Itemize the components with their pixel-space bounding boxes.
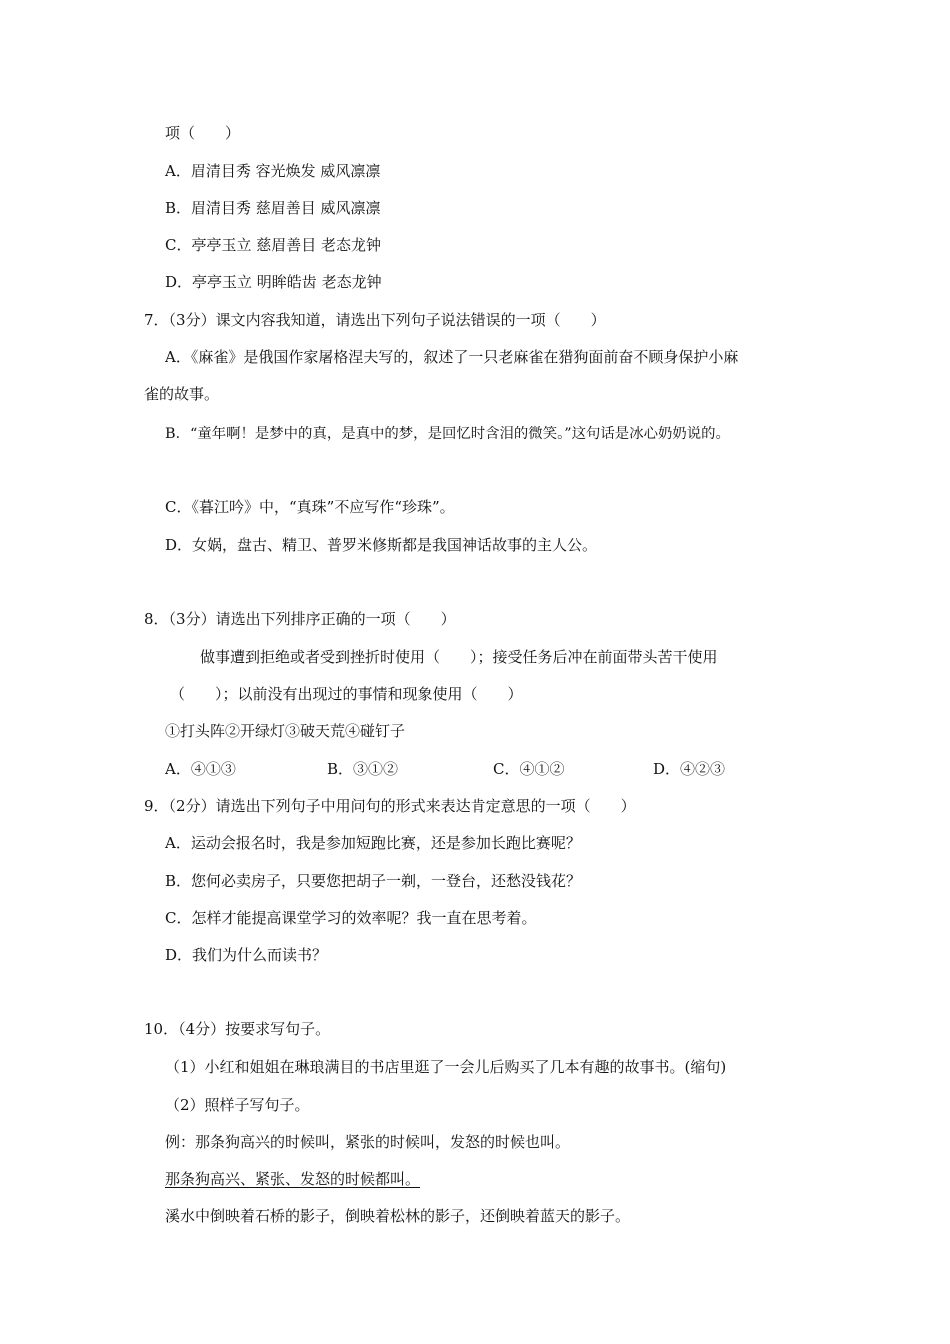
q8-option-c: C．④①② xyxy=(493,760,565,778)
q10-stem: 10．（4分）按要求写句子。 xyxy=(144,1020,331,1038)
q8-body-line2: （ ）；以前没有出现过的事情和现象使用（ ） xyxy=(170,685,523,703)
q7-option-d: D．女娲，盘古、精卫、普罗米修斯都是我国神话故事的主人公。 xyxy=(165,536,598,554)
q9-option-c: C．怎样才能提高课堂学习的效率呢？我一直在思考着。 xyxy=(165,909,537,927)
q7-option-b: B．“童年啊！是梦中的真，是真中的梦，是回忆时含泪的微笑。”这句话是冰心奶奶说的。 xyxy=(165,426,730,442)
q10-sub2: （2）照样子写句子。 xyxy=(165,1096,310,1114)
q10-example: 例：那条狗高兴的时候叫，紧张的时候叫，发怒的时候也叫。 xyxy=(165,1133,571,1151)
q7-option-c: C．《暮江吟》中，“真珠”不应写作“珍珠”。 xyxy=(165,498,455,516)
q10-task-sentence: 溪水中倒映着石桥的影子，倒映着松林的影子，还倒映着蓝天的影子。 xyxy=(165,1207,631,1225)
q9-option-a: A．运动会报名时，我是参加短跑比赛，还是参加长跑比赛呢？ xyxy=(165,834,581,852)
q10-example-answer: 那条狗高兴、紧张、发怒的时候都叫。 xyxy=(165,1170,421,1188)
q8-choices: ①打头阵②开绿灯③破天荒④碰钉子 xyxy=(165,722,406,740)
q8-body-line1: 做事遭到拒绝或者受到挫折时使用（ ）；接受任务后冲在前面带头苦干使用 xyxy=(200,648,718,666)
q7-option-a-line1: A．《麻雀》是俄国作家屠格涅夫写的，叙述了一只老麻雀在猎狗面前奋不顾身保护小麻 xyxy=(165,348,739,366)
q8-stem: 8．（3分）请选出下列排序正确的一项（ ） xyxy=(144,610,456,628)
q9-option-b: B．您何必卖房子，只要您把胡子一剃，一登台，还愁没钱花？ xyxy=(165,872,582,890)
q9-stem: 9．（2分）请选出下列句子中用问句的形式来表达肯定意思的一项（ ） xyxy=(144,797,636,815)
q6-stem-end: 项（ ） xyxy=(165,124,241,142)
q10-sub1: （1）小红和姐姐在琳琅满目的书店里逛了一会儿后购买了几本有趣的故事书。(缩句) xyxy=(165,1058,727,1076)
q8-option-b: B．③①② xyxy=(327,760,399,778)
q8-option-d: D．④②③ xyxy=(653,760,726,778)
q8-option-a: A．④①③ xyxy=(165,760,236,778)
q6-option-c: C．亭亭玉立 慈眉善目 老态龙钟 xyxy=(165,236,382,254)
q9-option-d: D．我们为什么而读书？ xyxy=(165,946,328,964)
q6-option-d: D．亭亭玉立 明眸皓齿 老态龙钟 xyxy=(165,273,382,291)
q6-option-a: A．眉清目秀 容光焕发 威风凛凛 xyxy=(165,162,381,180)
q7-stem: 7．（3分）课文内容我知道，请选出下列句子说法错误的一项（ ） xyxy=(144,311,606,329)
q6-option-b: B．眉清目秀 慈眉善目 威风凛凛 xyxy=(165,199,381,217)
q7-option-a-line2: 雀的故事。 xyxy=(144,385,220,403)
